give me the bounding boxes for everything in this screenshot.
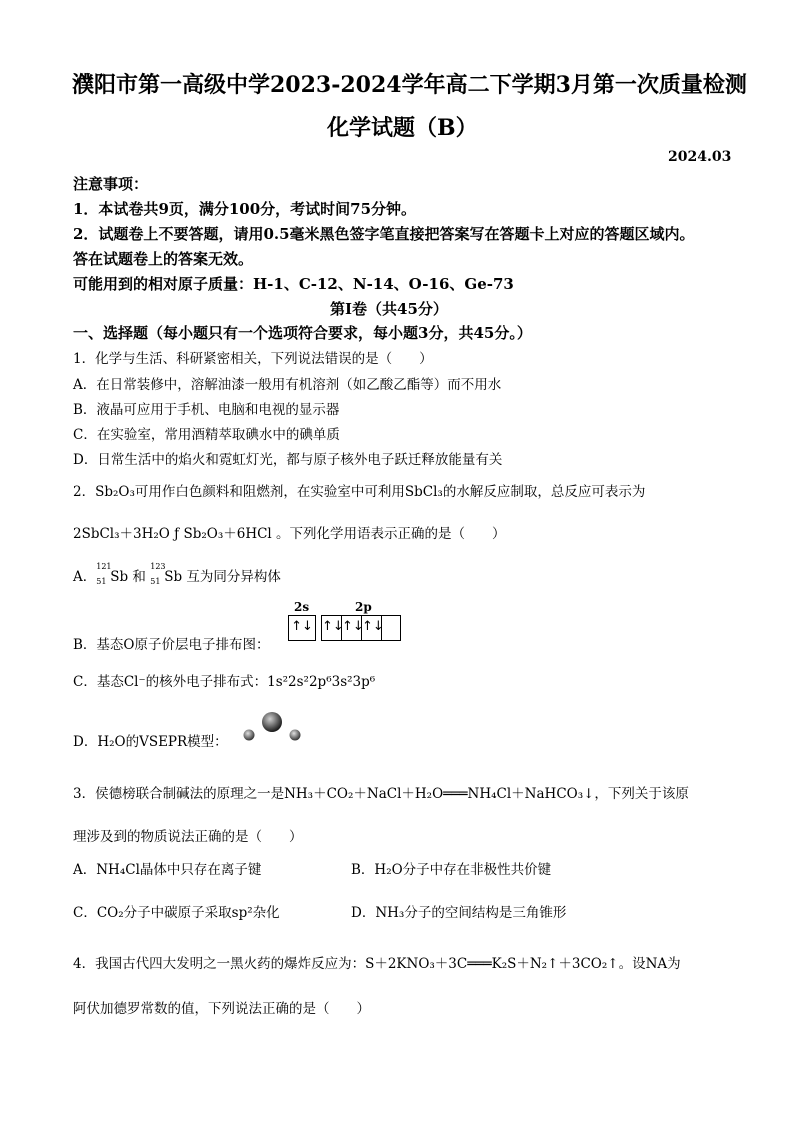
volume-heading: 第Ⅰ卷（共45分）	[330, 300, 448, 318]
notes-item-2-cont: 答在试题卷上的答案无效。	[73, 250, 254, 268]
q1-option-a: A．在日常装修中，溶解油漆一般用有机溶剂（如乙酸乙酯等）而不用水	[73, 377, 502, 393]
exam-title-line2: 化学试题（B）	[327, 115, 478, 141]
q2-a-z-51b: 51	[150, 576, 161, 586]
q3-option-a: A．NH₄Cl晶体中只存在离子键	[73, 862, 262, 878]
part1-heading: 一、选择题（每小题只有一个选项符合要求，每小题3分，共45分。）	[73, 324, 532, 342]
q1-option-d: D．日常生活中的焰火和霓虹灯光，都与原子核外电子跃迁释放能量有关	[73, 452, 503, 468]
orbital-box-2p-3: ↑↓	[362, 616, 382, 640]
orbital-label-2p: 2p	[355, 600, 372, 614]
q1-stem: 1．化学与生活、科研紧密相关，下列说法错误的是（ ）	[73, 351, 433, 367]
q3-option-c: C．CO₂分子中碳原子采取sp²杂化	[73, 905, 280, 921]
orbital-box-2p-1: ↑↓	[322, 616, 342, 640]
q4-stem: 4．我国古代四大发明之一黑火药的爆炸反应为：S＋2KNO₃＋3C═══K₂S＋N₂↑＋3CO₂↑。设NA为	[73, 956, 681, 972]
q3-stem-cont: 理涉及到的物质说法正确的是（ ）	[73, 829, 303, 845]
vsepr-model-icon	[235, 710, 305, 746]
q2-a-prefix: A．	[73, 569, 97, 585]
q3-stem: 3．侯德榜联合制碱法的原理之一是NH₃＋CO₂＋NaCl＋H₂O═══NH₄Cl＋NaHCO₃↓，下列关于该原	[73, 786, 689, 802]
q2-a-sb2: Sb 互为同分异构体	[164, 569, 281, 585]
orbital-label-2s: 2s	[294, 600, 310, 614]
q3-option-b: B．H₂O分子中存在非极性共价键	[351, 862, 552, 878]
atomic-mass-line: 可能用到的相对原子质量：H-1、C-12、N-14、O-16、Ge-73	[73, 275, 514, 293]
q2-option-a	[73, 561, 281, 586]
exam-date: 2024.03	[668, 149, 732, 165]
q2-option-b: B．基态O原子价层电子排布图：	[73, 637, 270, 653]
q2-equation: 2SbCl₃＋3H₂O ƒ Sb₂O₃＋6HCl 。下列化学用语表示正确的是（ ）	[73, 526, 506, 542]
exam-title-line1: 濮阳市第一高级中学2023-2024学年高二下学期3月第一次质量检测	[72, 72, 747, 98]
q2-a-mass-121: 121	[96, 561, 112, 571]
q4-stem-cont: 阿伏加德罗常数的值，下列说法正确的是（ ）	[73, 1001, 370, 1017]
notes-item-2: 2．试题卷上不要答题，请用0.5毫米黑色签字笔直接把答案写在答题卡上对应的答题区域内。	[73, 225, 695, 243]
q1-option-b: B．液晶可应用于手机、电脑和电视的显示器	[73, 402, 340, 418]
notes-item-1: 1．本试卷共9页，满分100分，考试时间75分钟。	[73, 200, 417, 218]
orbital-diagram-2p	[321, 615, 401, 641]
q2-a-z-51: 51	[96, 576, 107, 586]
orbital-box-2p-4	[382, 616, 400, 640]
orbital-box-2p-2: ↑↓	[342, 616, 362, 640]
notes-heading: 注意事项：	[73, 175, 149, 193]
q2-option-d: D．H₂O的VSEPR模型：	[73, 734, 228, 750]
q2-option-c: C．基态Cl⁻的核外电子排布式：1s²2s²2p⁶3s²3p⁶	[73, 674, 376, 690]
q1-option-c: C．在实验室，常用酒精萃取碘水中的碘单质	[73, 427, 340, 443]
orbital-box-2s: ↑↓	[291, 619, 313, 634]
orbital-diagram-2s	[288, 615, 316, 641]
q2-a-sb1: Sb 和	[110, 569, 151, 585]
q2-a-mass-123: 123	[150, 561, 166, 571]
q3-option-d: D．NH₃分子的空间结构是三角锥形	[351, 905, 567, 921]
q2-stem: 2．Sb₂O₃可用作白色颜料和阻燃剂，在实验室中可利用SbCl₃的水解反应制取，总反应可表示为	[73, 484, 646, 500]
